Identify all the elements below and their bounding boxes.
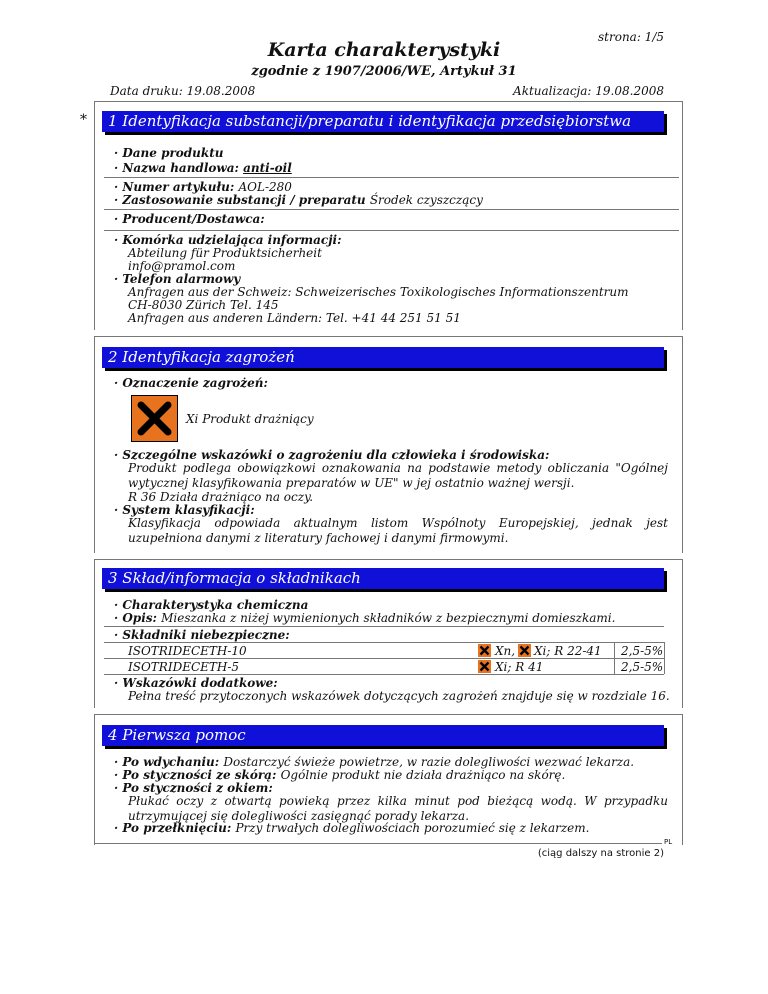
divider: [104, 230, 679, 231]
footer-rule: [94, 843, 662, 844]
emergency-phone-line: CH-8030 Zürich Tel. 145: [128, 298, 279, 312]
divider: [104, 626, 664, 627]
section-2-heading: 2 Identyfikacja zagrożeń: [102, 347, 664, 368]
component-class: Xi; R 41: [495, 660, 544, 674]
print-date: Data druku: 19.08.2008: [110, 84, 256, 98]
product-use-label: · Zastosowanie substancji / preparatu: [114, 193, 370, 207]
hazardous-components-label: · Składniki niebezpieczne:: [114, 628, 290, 642]
classification-system-label: · System klasyfikacji:: [114, 503, 255, 517]
trade-name: [114, 161, 292, 175]
divider: [104, 209, 679, 210]
component-percentage: 2,5-5%: [621, 660, 664, 674]
chemical-characteristics-label: · Charakterystyka chemiczna: [114, 598, 309, 612]
special-hazards-text: Produkt podlega obowiązkowi oznakowania na podstawie metody obliczania "Ogólnej wytycznej klasyfikowania preparatów w UE" w jej ostatnio ważnej wersji.: [128, 461, 668, 490]
ingestion-label: · Po przełknięciu:: [114, 821, 236, 835]
additional-info-text: Pełna treść przytoczonych wskazówek dotyczących zagrożeń znajduje się w rozdziale 16.: [128, 689, 670, 703]
product-use: [114, 193, 483, 207]
description: [114, 611, 615, 625]
xi-hazard-icon: [518, 644, 531, 657]
update-date: Aktualizacja: 19.08.2008: [513, 84, 664, 98]
ingestion: [114, 821, 589, 835]
info-dept-line: Abteilung für Produktsicherheit: [128, 246, 322, 260]
classification-system-text: Klasyfikacja odpowiada aktualnym listom Wspólnoty Europejskiej, jednak jest uzupełniona danymi z literatury fachowej i danymi firmowymi.: [128, 516, 668, 545]
inhalation-value: Dostarczyć świeże powietrze, w razie dolegliwości wezwać lekarza.: [223, 755, 635, 769]
table-rule: [104, 674, 664, 675]
component-percentage: 2,5-5%: [621, 644, 664, 658]
hazard-symbol-text: Xi Produkt drażniący: [186, 412, 314, 426]
skin-contact: [114, 768, 565, 782]
component-name: ISOTRIDECETH-10: [128, 644, 247, 658]
hazard-marking-label: · Oznaczenie zagrożeń:: [114, 376, 268, 390]
section-1-heading: 1 Identyfikacja substancji/preparatu i identyfikacja przedsiębiorstwa: [102, 111, 664, 132]
description-value: Mieszanka z niżej wymienionych składników z bezpiecznymi domieszkami.: [161, 611, 616, 625]
emergency-phone-line: Anfragen aus anderen Ländern: Tel. +41 44 251 51 51: [128, 311, 461, 325]
inhalation: [114, 755, 634, 769]
trade-name-label: · Nazwa handlowa:: [114, 161, 244, 175]
article-number: [114, 180, 292, 194]
skin-contact-label: · Po styczności ze skórą:: [114, 768, 281, 782]
component-class: Xi; R 22-41: [534, 644, 602, 658]
revision-star: *: [80, 112, 87, 128]
product-data-label: · Dane produktu: [114, 146, 224, 160]
divider: [104, 177, 679, 178]
eye-contact-label: · Po styczności z okiem:: [114, 781, 273, 795]
article-number-label: · Numer artykułu:: [114, 180, 239, 194]
document-title: Karta charakterystyki: [267, 39, 501, 61]
table-rule: [104, 642, 664, 643]
trade-name-value: anti-oil: [243, 161, 292, 175]
component-class: Xn,: [495, 644, 516, 658]
info-email[interactable]: info@pramol.com: [128, 259, 236, 273]
additional-info-label: · Wskazówki dodatkowe:: [114, 676, 278, 690]
section-4-heading: 4 Pierwsza pomoc: [102, 725, 664, 746]
table-rule: [104, 658, 664, 659]
continued-note: (ciąg dalszy na stronie 2): [537, 848, 664, 859]
section-3-heading: 3 Skład/informacja o składnikach: [102, 568, 664, 589]
description-label: · Opis:: [114, 611, 162, 625]
ingestion-value: Przy trwałych dolegliwościach porozumieć się z lekarzem.: [235, 821, 590, 835]
xi-hazard-pictogram-icon: [131, 395, 178, 442]
xi-hazard-icon: [478, 660, 491, 673]
page-number: strona: 1/5: [598, 30, 664, 44]
document-subtitle: zgodnie z 1907/2006/WE, Artykuł 31: [251, 64, 517, 79]
component-name: ISOTRIDECETH-5: [128, 660, 240, 674]
table-column-divider: [614, 642, 615, 674]
producer-label: · Producent/Dostawca:: [114, 212, 265, 226]
emergency-phone-line: Anfragen aus der Schweiz: Schweizerisches Toxikologisches Informationszentrum: [128, 285, 629, 299]
language-code: PL: [664, 838, 673, 846]
product-use-value: Środek czyszczący: [369, 193, 483, 207]
table-column-divider: [664, 642, 665, 674]
inhalation-label: · Po wdychaniu:: [114, 755, 224, 769]
xn-hazard-icon: [478, 644, 491, 657]
article-number-value: AOL-280: [238, 180, 292, 194]
risk-phrase: R 36 Działa drażniąco na oczy.: [128, 490, 314, 504]
special-hazards-label: · Szczególne wskazówki o zagrożeniu dla człowieka i środowiska:: [114, 448, 550, 462]
skin-contact-value: Ogólnie produkt nie działa drażniąco na skórę.: [280, 768, 566, 782]
eye-contact-text: Płukać oczy z otwartą powieką przez kilka minut pod bieżącą wodą. W przypadku utrzymującej się dolegliwości zasięgnąć porady lekarza.: [128, 794, 668, 823]
info-dept-label: · Komórka udzielająca informacji:: [114, 233, 342, 247]
emergency-phone-label: · Telefon alarmowy: [114, 272, 241, 286]
